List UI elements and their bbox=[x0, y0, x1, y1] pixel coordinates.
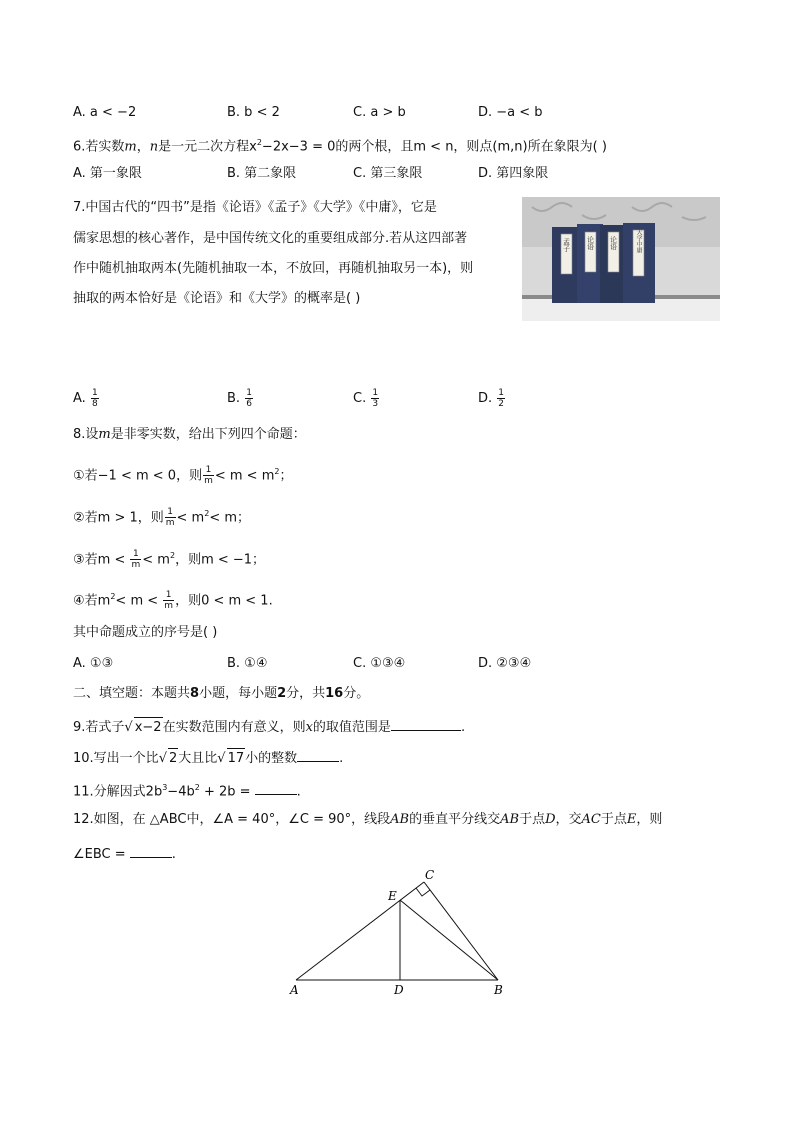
q12-line-1: 12.如图，在 △ABC中，∠A = 40°，∠C = 90°，线段AB的垂直平分线交AB于点D，交AC于点E，则 bbox=[73, 812, 663, 827]
q8-proposition-3: ③若m < $\frac{1}{m}$ < $m^2$，则m < −1； bbox=[73, 549, 266, 571]
q7-line-4: 抽取的两本恰好是《论语》和《大学》的概率是( ) bbox=[73, 291, 361, 306]
q7-option-d: D. $\frac{1}{2}$ bbox=[478, 388, 505, 409]
right-angle-mark bbox=[416, 888, 430, 896]
book-title-3: 论语 bbox=[609, 236, 618, 250]
q7-option-b: B. $\frac{1}{6}$ bbox=[227, 388, 252, 409]
q6-option-b: B. 第二象限 bbox=[227, 166, 297, 181]
q8-question: 其中命题成立的序号是( ) bbox=[73, 625, 218, 640]
q8-option-c: C. ①③④ bbox=[353, 656, 406, 671]
q11-answer-blank[interactable] bbox=[255, 780, 297, 795]
triangle-figure bbox=[280, 862, 520, 1002]
q12-line-2: ∠EBC = . bbox=[73, 843, 176, 865]
section-2-heading: 二、填空题：本题共8小题，每小题2分，共16分。 bbox=[73, 686, 370, 701]
four-books-photo bbox=[522, 197, 720, 321]
q5-option-c: C. a > b bbox=[353, 105, 406, 120]
q8-proposition-2: ②若m > 1，则 $\frac{1}{m}$ < $m^2< m$； bbox=[73, 507, 251, 529]
q11: 11.分解因式$2b^3-4b^2 + 2b$ = . bbox=[73, 778, 301, 802]
q5-option-a: A. a < −2 bbox=[73, 105, 137, 120]
q5-option-d: D. −a < b bbox=[478, 105, 543, 120]
label-e: E bbox=[388, 889, 397, 903]
q6-stem: 6.若实数m，n是一元二次方程$x^2-2x-3 = 0$的两个根，且m < n，则点(m,n)所在象限为( ) bbox=[73, 138, 607, 155]
segment-eb bbox=[400, 900, 498, 980]
q5-option-b: B. b < 2 bbox=[227, 105, 280, 120]
segment-ac bbox=[296, 882, 424, 980]
label-c: C bbox=[425, 868, 435, 882]
q7-option-a: A. $\frac{1}{8}$ bbox=[73, 388, 98, 409]
label-b: B bbox=[494, 983, 503, 997]
label-a: A bbox=[290, 983, 299, 997]
q7-line-2: 儒家思想的核心著作，是中国传统文化的重要组成部分.若从这四部著 bbox=[73, 231, 468, 246]
book-title-4: 大学中庸 bbox=[635, 229, 642, 253]
q8-stem: 8.设m是非零实数，给出下列四个命题： bbox=[73, 427, 306, 442]
q10: 10.写出一个比√ 2大且比√ 17小的整数 . bbox=[73, 747, 343, 769]
q7-option-c: C. $\frac{1}{3}$ bbox=[353, 388, 379, 409]
book-title-1: 孟子 bbox=[562, 238, 571, 252]
q8-proposition-4: ④若$m^2< m$ < $\frac{1}{m}$ ，则0 < m < 1. bbox=[73, 590, 273, 612]
q6-option-c: C. 第三象限 bbox=[353, 166, 423, 181]
q6-option-a: A. 第一象限 bbox=[73, 166, 142, 181]
q7-line-3: 作中随机抽取两本(先随机抽取一本，不放回，再随机抽取另一本)，则 bbox=[73, 261, 474, 276]
q9: 9.若式子√ x−2在实数范围内有意义，则x的取值范围是 . bbox=[73, 716, 465, 738]
q9-answer-blank[interactable] bbox=[391, 716, 461, 731]
q8-proposition-1: ①若−1 < m < 0，则 $\frac{1}{m}$ < $m < m^2$； bbox=[73, 465, 293, 487]
q8-option-d: D. ②③④ bbox=[478, 656, 532, 671]
q8-option-b: B. ①④ bbox=[227, 656, 268, 671]
segment-cb bbox=[424, 882, 498, 980]
q6-option-d: D. 第四象限 bbox=[478, 166, 549, 181]
q10-answer-blank[interactable] bbox=[297, 747, 339, 762]
q8-option-a: A. ①③ bbox=[73, 656, 114, 671]
book-title-2: 论语 bbox=[586, 236, 595, 250]
q12-answer-blank[interactable] bbox=[130, 843, 172, 858]
q7-line-1: 7.中国古代的“四书”是指《论语》《孟子》《大学》《中庸》，它是 bbox=[73, 200, 437, 215]
label-d: D bbox=[394, 983, 404, 997]
